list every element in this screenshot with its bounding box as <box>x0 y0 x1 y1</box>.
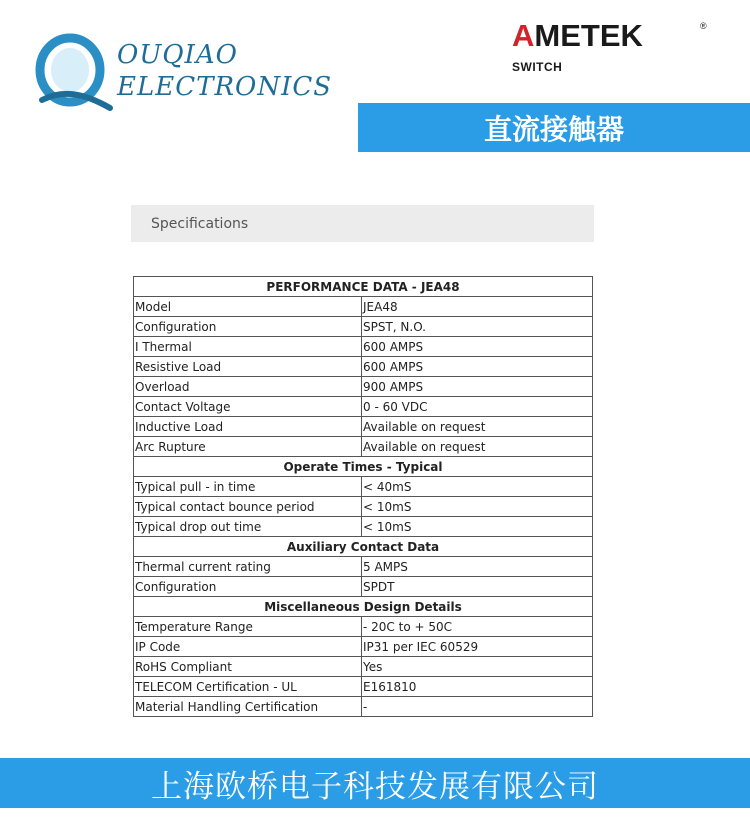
table-row <box>134 497 593 517</box>
section-title: Auxiliary Contact Data <box>134 537 593 557</box>
spec-label-cell: IP Code <box>134 637 362 657</box>
table-row <box>134 517 593 537</box>
table-row <box>134 557 593 577</box>
spec-value-cell: - 20C to + 50C <box>362 617 593 637</box>
spec-value-cell: < 10mS <box>362 497 593 517</box>
spec-label-cell: I Thermal <box>134 337 362 357</box>
spec-value-cell: JEA48 <box>362 297 593 317</box>
spec-label-cell: RoHS Compliant <box>134 657 362 677</box>
spec-label-cell: Overload <box>134 377 362 397</box>
table-row <box>134 637 593 657</box>
footer-band <box>0 758 750 808</box>
table-row <box>134 477 593 497</box>
spec-value-cell: 0 - 60 VDC <box>362 397 593 417</box>
table-row <box>134 377 593 397</box>
spec-label-cell: Thermal current rating <box>134 557 362 577</box>
brand-mark-a: A <box>512 18 535 53</box>
page-title-band <box>358 103 750 152</box>
table-row <box>134 577 593 597</box>
spec-label-cell: TELECOM Certification - UL <box>134 677 362 697</box>
table-row <box>134 417 593 437</box>
section-header-row <box>134 457 593 477</box>
table-row <box>134 697 593 717</box>
spec-value-cell: Available on request <box>362 437 593 457</box>
spec-value-cell: 5 AMPS <box>362 557 593 577</box>
spec-value-cell: SPDT <box>362 577 593 597</box>
section-title: Miscellaneous Design Details <box>134 597 593 617</box>
spec-label-cell: Material Handling Certification <box>134 697 362 717</box>
spec-label-cell: Inductive Load <box>134 417 362 437</box>
ouqiao-logo <box>22 30 333 115</box>
table-row <box>134 317 593 337</box>
spec-label-cell: Configuration <box>134 317 362 337</box>
table-row <box>134 297 593 317</box>
registered-mark: ® <box>700 21 707 31</box>
spec-label-cell: Temperature Range <box>134 617 362 637</box>
spec-label-cell: Typical pull - in time <box>134 477 362 497</box>
spec-table <box>133 276 593 717</box>
footer-company-name: 上海欧桥电子科技发展有限公司 <box>151 768 599 805</box>
spec-value-cell: IP31 per IEC 60529 <box>362 637 593 657</box>
specifications-label: Specifications <box>151 215 249 232</box>
section-header-row <box>134 537 593 557</box>
spec-value-cell: 900 AMPS <box>362 377 593 397</box>
table-row <box>134 337 593 357</box>
brand-sub: SWITCH <box>512 60 563 74</box>
section-title: PERFORMANCE DATA - JEA48 <box>134 277 593 297</box>
table-row <box>134 397 593 417</box>
spec-label-cell: Resistive Load <box>134 357 362 377</box>
spec-value-cell: < 40mS <box>362 477 593 497</box>
section-header-row <box>134 597 593 617</box>
page-title: 直流接触器 <box>483 112 624 146</box>
specifications-heading <box>131 205 594 242</box>
table-row <box>134 357 593 377</box>
spec-value-cell: - <box>362 697 593 717</box>
section-header-row <box>134 277 593 297</box>
spec-label-cell: Contact Voltage <box>134 397 362 417</box>
table-row <box>134 677 593 697</box>
table-row <box>134 657 593 677</box>
table-row <box>134 617 593 637</box>
spec-value-cell: 600 AMPS <box>362 357 593 377</box>
spec-value-cell: Available on request <box>362 417 593 437</box>
q-emblem-icon <box>22 30 117 115</box>
spec-value-cell: < 10mS <box>362 517 593 537</box>
spec-label-cell: Arc Rupture <box>134 437 362 457</box>
brand-name-rest: METEK <box>534 18 643 53</box>
spec-table-body <box>134 277 593 717</box>
spec-value-cell: Yes <box>362 657 593 677</box>
logo-line2: ELECTRONICS <box>117 72 333 102</box>
spec-value-cell: 600 AMPS <box>362 337 593 357</box>
ametek-logo <box>512 18 722 78</box>
logo-line1: OUQIAO <box>117 40 238 70</box>
spec-label-cell: Model <box>134 297 362 317</box>
table-row <box>134 437 593 457</box>
section-title: Operate Times - Typical <box>134 457 593 477</box>
brand-name <box>512 18 643 54</box>
spec-label-cell: Typical drop out time <box>134 517 362 537</box>
spec-label-cell: Configuration <box>134 577 362 597</box>
spec-label-cell: Typical contact bounce period <box>134 497 362 517</box>
spec-value-cell: SPST, N.O. <box>362 317 593 337</box>
spec-value-cell: E161810 <box>362 677 593 697</box>
